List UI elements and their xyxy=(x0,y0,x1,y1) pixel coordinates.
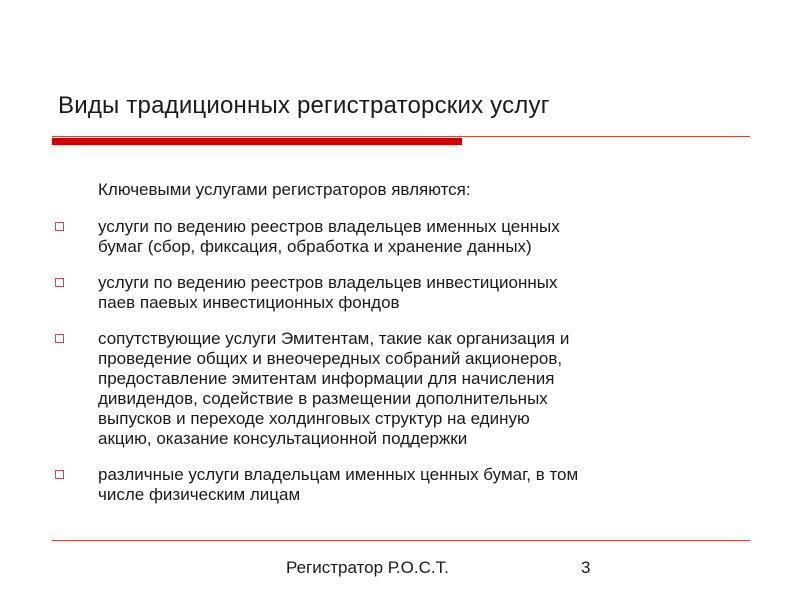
bullet-item-4 xyxy=(52,465,752,505)
square-bullet-icon xyxy=(55,278,64,287)
bullet-text: сопутствующие услуги Эмитентам, такие как организация и проведение общих и внеочередных собраний акционеров, предоставление эмитентам информации для начисления дивидендов, содействие в размещении дополнительных выпусков и переходе холдинговых структур на единую акцию, оказание консультационной поддержки xyxy=(98,329,570,448)
title-divider-accent xyxy=(52,138,462,145)
bullet-text: различные услуги владельцам именных ценных бумаг, в том числе физическим лицам xyxy=(98,465,579,504)
bullet-text: услуги по ведению реестров владельцев именных ценных бумаг (сбор, фиксация, обработка и хранение данных) xyxy=(98,217,560,256)
bullet-item-1 xyxy=(52,217,752,257)
bullet-text: услуги по ведению реестров владельцев инвестиционных паев паевых инвестиционных фондов xyxy=(98,273,558,312)
square-bullet-icon xyxy=(55,222,64,231)
slide-title: Виды традиционных регистраторских услуг xyxy=(58,92,550,119)
square-bullet-icon xyxy=(55,334,64,343)
title-divider-thin xyxy=(52,136,750,137)
bullet-item-3 xyxy=(52,329,752,449)
bullet-list xyxy=(52,217,752,521)
square-bullet-icon xyxy=(55,470,64,479)
bullet-item-2 xyxy=(52,273,752,313)
footer-organization: Регистратор Р.О.С.Т. xyxy=(286,558,449,577)
intro-text: Ключевыми услугами регистраторов являются: xyxy=(98,180,471,199)
footer-divider xyxy=(52,540,750,541)
page-number: 3 xyxy=(581,558,591,577)
